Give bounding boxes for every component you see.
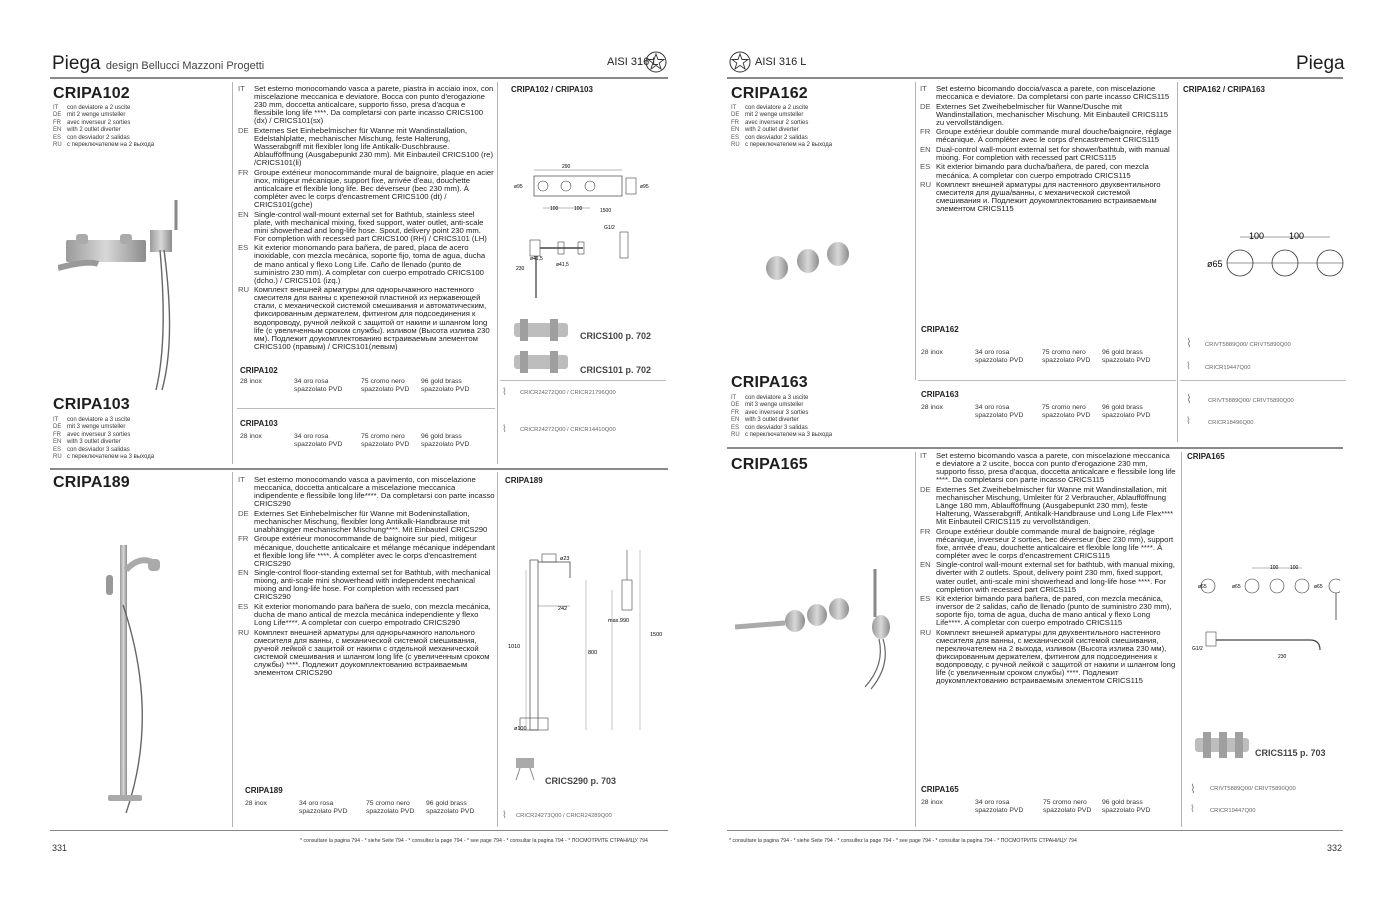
cripa103-accessory: CRICR24272Q00 / CRICR14410Q00	[520, 427, 616, 433]
material-text: AISI 316 L	[607, 56, 659, 68]
dim-label: G1/2	[604, 225, 615, 231]
crics100-ref: CRICS100 p. 702	[580, 331, 652, 341]
cripa102-drawing-title: CRIPA102 / CRIPA103	[511, 85, 593, 94]
cripa189-description: IT Set esterno monocomando vasca a pavimento, con miscelazione meccanica, doccetta anticalcare a miscelazione meccanica indipendente e flessibile long life****. Da completarsi con parte incasso CRICS290 DE Externes Set Einhebelmischer für Wanne mit Bodeninstallation, mechanischer Mischung, flexibler long Antikalk-Handbrause mit unabhängiger mechanischer Mischung****. Mit Einbauteil CRICS290 FR Groupe extérieur monocommande de baignoire sur pied, mitigeur mécanique, douchette anticalcaire et mélange mécanique indépendant et flexible long life ****. À compléter avec le corps d'encastrement CRICS290 EN Single-control floor-standing external set for Bathtub, with mechanical mixing, anti-scale mini showerhead with independent mechanical mixing and long-life hose. For completion with recessed part CRICS290 ES Kit exterior monomando para bañera de suelo, con mezcla mecánica, ducha de mano antical de mezcla mecánica independiente y flexo Long Life****. A completar con cuerpo empotrado CRICS290 RU Комплект внешней арматуры для однорычажного напольного смесителя для ванны, с механической системой смешивания, ручной лейкой с защитой от накипи с отдельной механической системой смешивания и шлангом long life (с увеличенным сроком службы) ****. Подлежит доукомплектованию встраиваемым элементом CRICS290	[238, 475, 496, 678]
dim-label: ø65	[1314, 584, 1323, 590]
left-section-rule	[50, 468, 668, 470]
crics290-ref: CRICS290 p. 703	[545, 776, 617, 786]
cripa163-accessory-2: CRICR18496Q00	[1208, 420, 1254, 426]
cripa162-finishes: 28 inox 34 oro rosa spazzolato PVD 75 cromo nero spazzolato PVD 96 gold brass spazzolato PVD	[921, 349, 1151, 364]
dim-label: 230	[516, 266, 525, 272]
dim-label: 230	[1278, 654, 1287, 660]
right-page-number: 332	[1327, 843, 1343, 853]
dim-label: 800	[588, 650, 598, 656]
left-col-sep-2	[497, 82, 498, 464]
dim-label: ø23	[560, 556, 570, 562]
cripa189-drawing-title: CRIPA189	[505, 476, 543, 485]
cripa165-drawing-title: CRIPA165	[1187, 452, 1225, 461]
dim-label: 1010	[508, 644, 521, 650]
brand-subtitle: design Bellucci Mazzoni Progetti	[105, 60, 265, 72]
dim-label: G1/2	[1192, 646, 1203, 652]
dim-label: 100	[1249, 231, 1265, 241]
cripa165-finish-code: CRIPA165	[921, 785, 959, 794]
right-material-label: AISI 316 L	[755, 56, 807, 68]
cripa189-code: CRIPA189	[53, 474, 130, 491]
cripa165-finishes: 28 inox 34 oro rosa spazzolato PVD 75 cromo nero spazzolato PVD 96 gold brass spazzolato PVD	[921, 799, 1151, 814]
divider	[1180, 380, 1346, 381]
hose-icon: ⌇	[1186, 392, 1192, 406]
hose-icon: ⌇	[1186, 416, 1191, 427]
dim-label: 100	[550, 206, 559, 212]
cripa162-variants: IT con deviatore a 2 uscite DE mit 2 wenge umsteller FR avec inverseur 2 sorties EN with 2 outlet diverter ES con desviador 2 salidas RU с переключателем на 2 выхода	[731, 105, 833, 149]
cripa189-finish-code: CRIPA189	[245, 786, 283, 795]
cripa102-finishes: 28 inox 34 oro rosa spazzolato PVD 75 cromo nero spazzolato PVD 96 gold brass spazzolato PVD	[240, 378, 470, 393]
dim-label: ø65	[1207, 259, 1223, 269]
cripa189-technical-drawing	[500, 540, 666, 740]
cripa162-drawing-title: CRIPA162 / CRIPA163	[1183, 85, 1265, 94]
right-col-sep-1	[915, 82, 916, 380]
cripa163-accessory-1: CRIVT5889Q00/ CRIVT5890Q00	[1208, 398, 1294, 404]
right-col-sep-2	[1177, 82, 1178, 442]
hose-icon: ⌇	[1190, 782, 1196, 796]
divider	[237, 408, 495, 409]
cripa103-code: CRIPA103	[53, 396, 130, 413]
cripa165-product-image	[735, 565, 900, 695]
dim-label: 100	[1290, 565, 1299, 571]
left-header-rule	[50, 77, 668, 79]
dim-label: ø100	[514, 726, 527, 732]
left-footer-note: * consultare la pagina 794 - * siehe Seite 794 - * consultez la page 794 - * see page 794 - * consultar la pagina 794 - * ПОСМОТРИТЕ СТРАНИЦУ 794	[300, 838, 648, 844]
dim-label: 100	[574, 206, 583, 212]
aisi-star-icon	[645, 51, 667, 73]
cripa102-accessory: CRICR24272Q00 / CRICR21796Q00	[520, 390, 616, 396]
hose-icon: ⌇	[1186, 361, 1191, 372]
cripa103-finish-code: CRIPA103	[240, 419, 278, 428]
crics115-ref: CRICS115 p. 703	[1255, 748, 1326, 758]
dim-label: ø95	[640, 184, 649, 190]
crics101-thumb	[512, 349, 572, 375]
right-footer-rule	[727, 830, 1343, 831]
dim-label: ø65	[1232, 584, 1241, 590]
cripa103-variants: IT con deviatore a 3 uscite DE mit 3 wenge umsteller FR avec inverseur 3 sorties EN with 3 outlet diverter ES con desviador 3 salidas RU с переключателем на 3 выхода	[53, 417, 155, 461]
cripa162-accessory-2: CRICR19447Q00	[1205, 365, 1251, 371]
aisi-star-icon	[729, 51, 751, 73]
cripa165-code: CRIPA165	[731, 456, 808, 473]
cripa162-technical-drawing	[1185, 225, 1345, 285]
right-section-rule	[727, 447, 1343, 449]
cripa163-finishes: 28 inox 34 oro rosa spazzolato PVD 75 cromo nero spazzolato PVD 96 gold brass spazzolato PVD	[921, 404, 1151, 419]
cripa162-description: IT Set esterno bicomando doccia/vasca a parete, con miscelazione meccanica e deviatore. Da completarsi con parte incasso CRICS115 DE Externes Set Zweihebelmischer für Wanne/Dusche mit Wandinstallation, mechanischer Mischung. Mit Einbauteil CRICS115 zu vervollständigen. FR Groupe extérieur double commande mural douche/baignoire, réglage mécanique. À compléter avec le corps d'encastrement CRICS115 EN Dual-control wall-mount external set for shower/bathtub, with manual mixing. For completion with recessed part CRICS115 ES Kit exterior bimando para ducha/bañera, de pared, con mezcla mecánica. A completar con cuerpo empotrado CRICS115 RU Комплект внешней арматуры для настенного двухвентильного смесителя для душа/ванны, с механической системой смешивания и. Подлежит доукомплектованию встраиваемым элементом CRICS115	[920, 84, 1172, 214]
dim-label: 290	[562, 164, 571, 170]
right-brand: Piega	[1296, 53, 1345, 74]
hose-icon: ⌇	[502, 387, 507, 398]
dim-label: 100	[1289, 231, 1305, 241]
divider	[918, 380, 1176, 381]
hose-icon: ⌇	[502, 424, 507, 435]
cripa165-accessory-1: CRIVT5889Q00/ CRIVT5890Q00	[1210, 786, 1296, 792]
cripa163-code: CRIPA163	[731, 374, 808, 391]
cripa189-finishes: 28 inox 34 oro rosa spazzolato PVD 75 cromo nero spazzolato PVD 96 gold brass spazzolato PVD	[245, 800, 475, 815]
dim-label: 242	[558, 606, 568, 612]
cripa102-technical-drawing	[508, 140, 668, 300]
cripa165-technical-drawing	[1190, 560, 1340, 665]
crics290-thumb	[510, 752, 540, 782]
left-footer-rule	[50, 830, 668, 831]
cripa162-code: CRIPA162	[731, 85, 808, 102]
dim-label: ø41,5	[556, 262, 569, 268]
right-header-rule	[727, 77, 1343, 79]
divider	[500, 380, 666, 381]
cripa102-variants: IT con deviatore a 2 uscite DE mit 2 wenge umsteller FR avec inverseur 2 sorties EN with 2 outlet diverter ES con desviador 2 salidas RU с переключателем на 2 выхода	[53, 105, 155, 149]
cripa103-finishes: 28 inox 34 oro rosa spazzolato PVD 75 cromo nero spazzolato PVD 96 gold brass spazzolato PVD	[240, 433, 470, 448]
cripa163-variants: IT con deviatore a 3 uscite DE mit 3 wenge umsteller FR avec inverseur 3 sorties EN with 3 outlet diverter ES con desviador 3 salidas RU с переключателем на 3 выхода	[731, 395, 833, 439]
cripa162-accessory-1: CRIVT5889Q00/ CRIVT5890Q00	[1205, 342, 1291, 348]
dim-label: ø95	[514, 184, 523, 190]
right-footer-note: * consultare la pagina 794 - * siehe Seite 794 - * consultez la page 794 - * see page 794 - * consultar la pagina 794 - * ПОСМОТРИТЕ СТРАНИЦУ 794	[729, 838, 1077, 844]
cripa163-finish-code: CRIPA163	[921, 390, 959, 399]
hose-icon: ⌇	[502, 810, 507, 821]
dim-label: 1500	[600, 208, 612, 214]
cripa102-product-image	[58, 190, 230, 400]
left-page-number: 331	[52, 843, 68, 853]
crics101-ref: CRICS101 p. 702	[580, 365, 652, 375]
hose-icon: ⌇	[1186, 336, 1192, 350]
cripa102-finish-code: CRIPA102	[240, 366, 278, 375]
dim-label: max.990	[608, 618, 630, 624]
right-col-sep-3	[915, 452, 916, 827]
left-col-sep-4	[497, 472, 498, 827]
cripa102-code: CRIPA102	[53, 85, 130, 102]
brand-name: Piega	[52, 53, 101, 74]
cripa162-product-image	[762, 238, 862, 288]
dim-label: ø65	[1198, 584, 1207, 590]
dim-label: 1500	[650, 632, 663, 638]
crics115-thumb	[1193, 730, 1253, 760]
hose-icon: ⌇	[1190, 804, 1195, 815]
left-col-sep-1	[232, 82, 233, 464]
left-brand	[52, 53, 264, 75]
dim-label: ø41,5	[530, 256, 543, 262]
cripa165-accessory-2: CRICR19447Q00	[1210, 808, 1256, 814]
cripa162-finish-code: CRIPA162	[921, 325, 959, 334]
left-col-sep-3	[232, 472, 233, 827]
dim-label: 100	[1270, 565, 1279, 571]
cripa189-accessory: CRICR24273Q00 / CRICR24289Q00	[516, 813, 612, 819]
right-col-sep-4	[1181, 452, 1182, 827]
cripa189-product-image	[90, 515, 200, 830]
cripa102-description: IT Set esterno monocomando vasca a parete, piastra in acciaio inox, con miscelazione meccanica e deviatore. Bocca con punto d'erogazione 230 mm, doccetta anticalcare, supporto fisso, presa d'acqua e flessibile long life ****. Da completarsi con parte incasso CRICS100 (dx) / CRICS101(sx) DE Externes Set Einhebelmischer für Wanne mit Wandinstallation, Edelstahlplatte, mechanischer Mischung, feste Halterung, Wasserabgriff mit flexibler long life Antikalk-Duschbrause. Ablaufföffnung (Ausgabepunkt 230 mm). Mit Einbauteil CRICS100 (re) /CRICS101(li) FR Groupe extérieur monocommande mural de baignoire, plaque en acier inox, mitigeur mécanique, support fixe, arrivée d'eau, douchette anticalcaire et flexible long life. Bec déverseur (bec 230 mm). À compléter avec le corps d'encastrement CRICS100 (dt) / CRICS101(gche) EN Single-control wall-mount external set for Bathtub, stainless steel plate, with mechanical mixing, fixed support, water outlet, anti-scale mini showerhead and long-life hose. Spout, delivery point 230 mm. For completion with recessed part CRICS100 (RH) / CRICS101 (LH) ES Kit exterior monomando para bañera, de pared, placa de acero inoxidable, con mezcla mecánica, soporte fijo, toma de agua, ducha de mano antical y flexo Long Life. Caño de llenado (punto de suministro 230 mm). A completar con cuerpo empotrado CRICS100 (dcho.) / CRICS101 (izq.) RU Комплект внешней арматуры для однорычажного настенного смесителя для ванны с крепежной пластиной из нержавеющей стали, с механической системой смешивания и автоматическим, фиксированным держателем, фитингом для подсоединения к водопроводу, ручной лейкой с защитой от накипи и шлангом long life (с увеличенным сроком службы). изливом (Высота излива 230 мм). Подлежит доукомплектованию встраиваемым элементом CRICS100 (правым) / CRICS101(левым)	[238, 84, 494, 351]
crics100-thumb	[512, 317, 572, 343]
cripa165-description: IT Set esterno bicomando vasca a parete, con miscelazione meccanica e deviatore a 2 uscite, bocca con punto d'erogazione 230 mm, supporto fisso, presa d'acqua, doccetta anticalcare e flessibile long life ****. Da completarsi con parte incasso CRICS115 DE Externes Set Zweihebelmischer für Wanne mit Wandinstallation, mit mechanischer Mischung, Umleiter für 2 Verbraucher, Ablaufföffnung Länge 180 mm, Ablaufföffnung (Ausgabepunkt 230 mm), feste Halterung, Wasserabgriff, Antikalk-Handbrause und Long Life Flex**** Mit Einbauteil CRICS115 zu vervollständigen. FR Groupe extérieur double commande mural de baignoire, réglage mécanique, inverseur 2 sorties, bec déverseur (bec 230 mm), support fixe, arrivée d'eau, douchette anticalcaire et flexible long life ****. À compléter avec le corps d'encastrement CRICS115 EN Single-control wall-mount external set for bathtub, with manual mixing, diverter with 2 outlets. Spout, delivery point 230 mm, fixed support, water outlet, anti-scale mini showerhead and long-life hose ****. For completion with recessed part CRICS115 ES Kit exterior bimando para bañera, de pared, con mezcla mecánica, inversor de 2 salidas, caño de llenado (punto de suministro 230 mm), soporte fijo, toma de agua, ducha de mano antical y flexo Long Life****. A completar con cuerpo empotrado CRICS115 RU Комплект внешней арматуры для двухвентильного настенного смесителя для ванны, с механической системой смешивания, переключателем на 2 выхода, изливом (Высота излива 230 мм), фиксированным держателем, фитингом для подсоединения к водопроводу, с ручной лейкой с защитой от накипи и шлангом long life (с увеличенным сроком службы) ****. Подлежит доукомплектованию встраиваемым элементом CRICS115	[920, 451, 1176, 686]
